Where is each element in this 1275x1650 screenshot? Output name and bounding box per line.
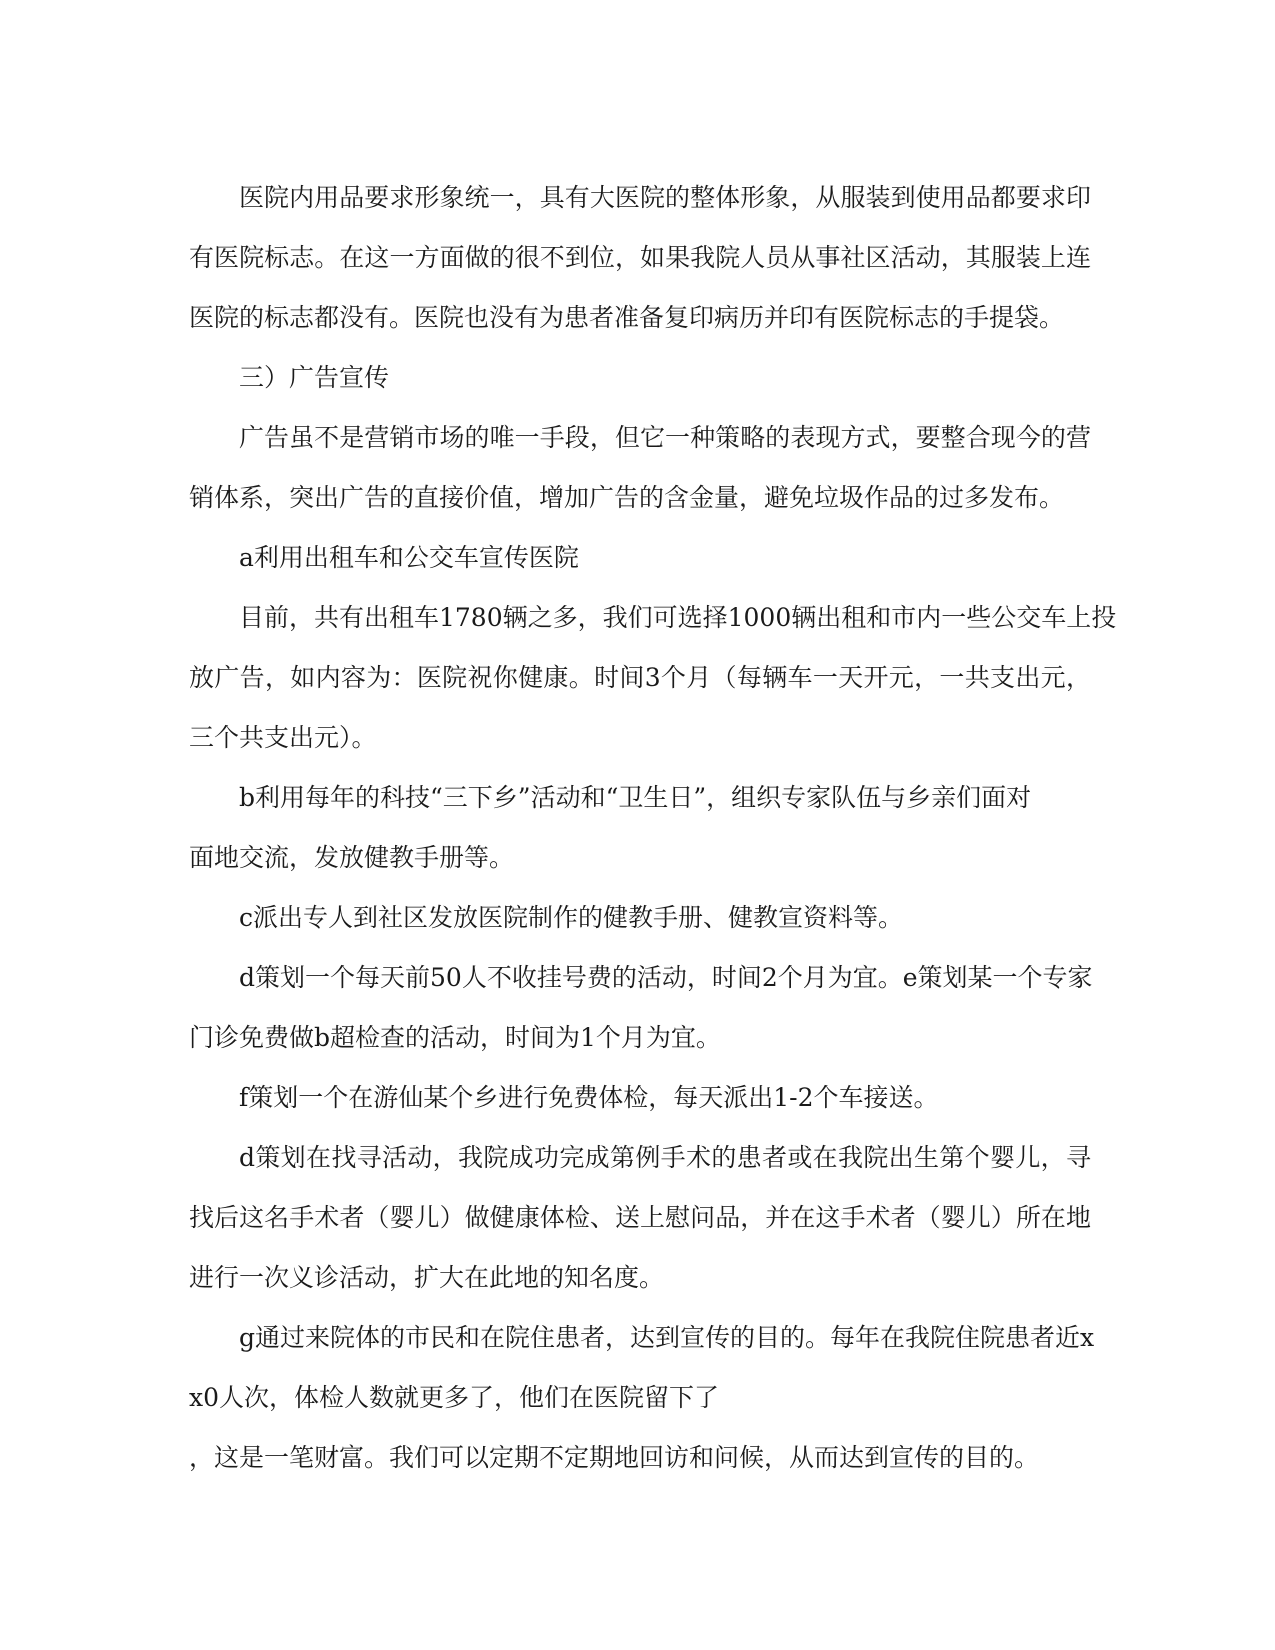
section-heading: 三）广告宣传 xyxy=(239,363,390,392)
paragraph-line: 找后这名手术者（婴儿）做健康体检、送上慰问品，并在这手术者（婴儿）所在地 xyxy=(189,1203,1091,1232)
paragraph-line: g通过来院体的市民和在院住患者，达到宣传的目的。每年在我院住院患者近x xyxy=(239,1323,1095,1352)
paragraph-line: x0人次，体检人数就更多了，他们在医院留下了 xyxy=(189,1383,720,1412)
paragraph-line: a利用出租车和公交车宣传医院 xyxy=(239,543,579,572)
paragraph-line: 广告虽不是营销市场的唯一手段，但它一种策略的表现方式，要整合现今的营 xyxy=(239,423,1091,452)
paragraph-line: d策划一个每天前50人不收挂号费的活动，时间2个月为宜。e策划某一个专家 xyxy=(239,963,1093,992)
paragraph-line: 三个共支出元）。 xyxy=(189,723,377,752)
paragraph-line: 进行一次义诊活动，扩大在此地的知名度。 xyxy=(189,1263,665,1292)
paragraph-line: b利用每年的科技“三下乡”活动和“卫生日”，组织专家队伍与乡亲们面对 xyxy=(239,783,1032,812)
paragraph-line: ，这是一笔财富。我们可以定期不定期地回访和问候，从而达到宣传的目的。 xyxy=(189,1443,1040,1472)
paragraph-line: 销体系，突出广告的直接价值，增加广告的含金量，避免垃圾作品的过多发布。 xyxy=(189,483,1065,512)
paragraph-line: 门诊免费做b超检查的活动，时间为1个月为宜。 xyxy=(189,1023,721,1052)
paragraph-line: 医院内用品要求形象统一，具有大医院的整体形象，从服装到使用品都要求印 xyxy=(239,183,1091,212)
paragraph-line: 面地交流，发放健教手册等。 xyxy=(189,843,515,872)
paragraph-line: d策划在找寻活动，我院成功完成第例手术的患者或在我院出生第个婴儿，寻 xyxy=(239,1143,1091,1172)
paragraph-line: 医院的标志都没有。医院也没有为患者准备复印病历并印有医院标志的手提袋。 xyxy=(189,303,1065,332)
paragraph-line: 有医院标志。在这一方面做的很不到位，如果我院人员从事社区活动，其服装上连 xyxy=(189,243,1091,272)
paragraph-line: c派出专人到社区发放医院制作的健教手册、健教宣资料等。 xyxy=(239,903,904,932)
paragraph-line: 放广告，如内容为：医院祝你健康。时间3个月（每辆车一天开元，一共支出元， xyxy=(189,663,1091,692)
paragraph-line: 目前，共有出租车1780辆之多，我们可选择1000辆出租和市内一些公交车上投 xyxy=(239,603,1117,632)
paragraph-line: f策划一个在游仙某个乡进行免费体检，每天派出1-2个车接送。 xyxy=(239,1083,939,1112)
document-body xyxy=(189,168,1117,1488)
